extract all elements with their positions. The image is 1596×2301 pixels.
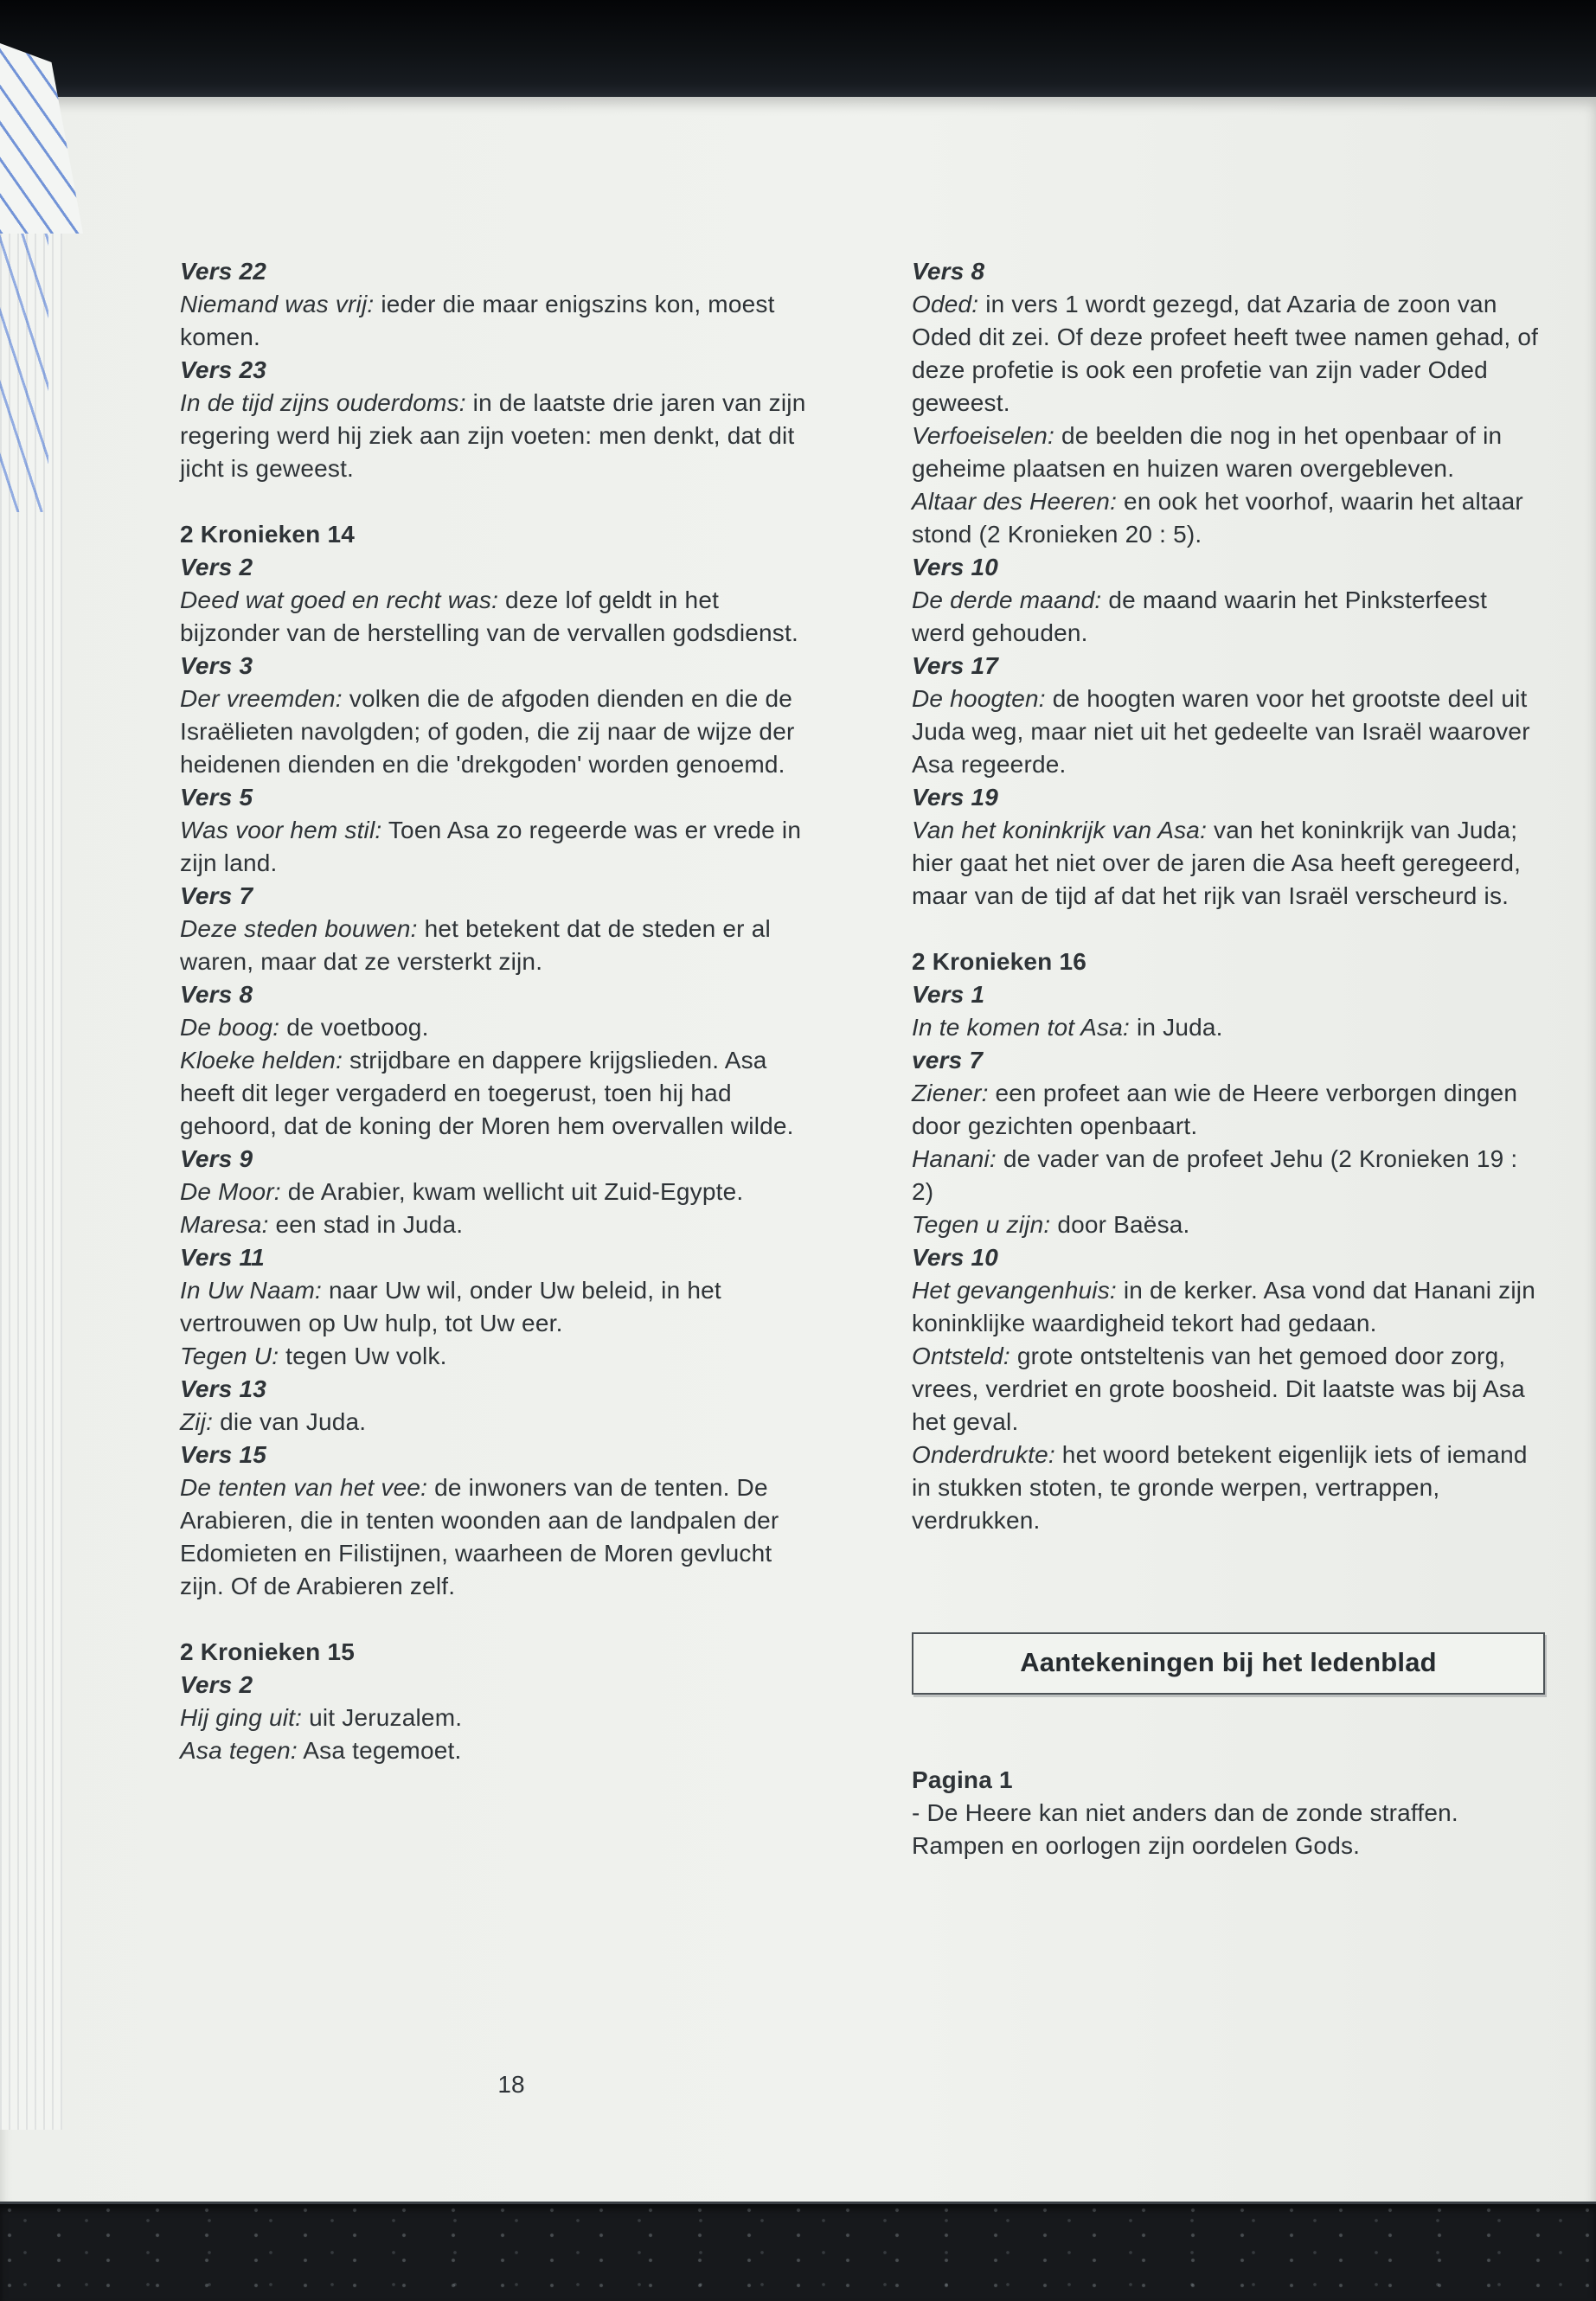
- note-text: deze lof geldt in het bijzonder van de herstelling van de vervallen godsdienst.: [180, 586, 798, 646]
- note-paragraph: [180, 1274, 808, 1340]
- note-lead-phrase: Deze steden bouwen:: [180, 915, 418, 942]
- note-paragraph: [180, 814, 808, 880]
- note-lead-phrase: Niemand was vrij:: [180, 291, 375, 317]
- note-lead-phrase: De tenten van het vee:: [180, 1474, 428, 1501]
- verse-heading: Vers 10: [912, 1244, 999, 1271]
- note-text: in de kerker. Asa vond dat Hanani zijn koninklijke waardigheid tekort had gedaan.: [912, 1277, 1535, 1336]
- note-paragraph: [180, 584, 808, 650]
- note-lead-phrase: Deed wat goed en recht was:: [180, 586, 499, 613]
- verse-heading: Vers 11: [180, 1244, 265, 1271]
- note-lead-phrase: Maresa:: [180, 1211, 269, 1238]
- verse-heading: Vers 10: [912, 554, 999, 580]
- note-paragraph: [912, 584, 1545, 650]
- note-text: tegen Uw volk.: [279, 1343, 447, 1369]
- book-cover-top-edge: [0, 0, 1596, 99]
- note-lead-phrase: Verfoeiselen:: [912, 422, 1054, 449]
- plain-paragraph: - De Heere kan niet anders dan de zonde straffen. Rampen en oorlogen zijn oordelen Gods.: [912, 1799, 1458, 1859]
- note-lead-phrase: Hij ging uit:: [180, 1704, 303, 1731]
- note-text: ieder die maar enigszins kon, moest komen.: [180, 291, 775, 350]
- note-text: een profeet aan wie de Heere verborgen dingen door gezichten openbaart.: [912, 1080, 1518, 1139]
- note-text: Toen Asa zo regeerde was er vrede in zijn land.: [180, 817, 802, 876]
- note-paragraph: [180, 1340, 808, 1373]
- note-paragraph: [912, 1077, 1545, 1143]
- note-paragraph: [180, 1406, 808, 1439]
- verse-heading: Vers 13: [180, 1375, 267, 1402]
- note-lead-phrase: Het gevangenhuis:: [912, 1277, 1117, 1304]
- note-paragraph: [912, 1439, 1545, 1537]
- note-paragraph: [180, 1702, 808, 1734]
- note-text: de voetboog.: [279, 1014, 429, 1041]
- verse-heading: Vers 1: [912, 981, 985, 1008]
- page-left-edge-texture: [0, 227, 62, 2130]
- verse-heading: vers 7: [912, 1047, 984, 1074]
- note-paragraph: [912, 814, 1545, 913]
- note-lead-phrase: De Moor:: [180, 1178, 281, 1205]
- verse-heading: Vers 19: [912, 784, 999, 811]
- note-paragraph: [912, 1340, 1545, 1439]
- note-lead-phrase: Asa tegen:: [180, 1737, 298, 1764]
- verse-heading: Vers 9: [180, 1145, 253, 1172]
- note-text: grote ontsteltenis van het gemoed door zorg, vrees, verdriet en grote boosheid. Dit laatste was bij Asa het geval.: [912, 1343, 1525, 1435]
- note-text: de inwoners van de tenten. De Arabieren, die in tenten woonden aan de landpalen der Edomieten en Filistijnen, waarheen de Moren gevlucht zijn. Of de Arabieren zelf.: [180, 1474, 779, 1599]
- chapter-heading: 2 Kronieken 14: [180, 521, 355, 548]
- verse-heading: Vers 8: [912, 258, 985, 285]
- note-lead-phrase: De derde maand:: [912, 586, 1102, 613]
- note-paragraph: [180, 387, 808, 485]
- note-lead-phrase: In te komen tot Asa:: [912, 1014, 1130, 1041]
- note-text: het betekent dat de steden er al waren, maar dat ze versterkt zijn.: [180, 915, 771, 975]
- note-lead-phrase: De boog:: [180, 1014, 280, 1041]
- note-lead-phrase: Ziener:: [912, 1080, 989, 1106]
- note-paragraph: [912, 1274, 1545, 1340]
- column-right: [912, 255, 1545, 1862]
- note-text: de hoogten waren voor het grootste deel uit Juda weg, maar niet uit het gedeelte van Israël waarover Asa regeerde.: [912, 685, 1530, 778]
- note-text: in de laatste drie jaren van zijn regering werd hij ziek aan zijn voeten: men denkt, dat dit jicht is geweest.: [180, 389, 806, 482]
- verse-heading: Vers 8: [180, 981, 253, 1008]
- note-text: en ook het voorhof, waarin het altaar stond (2 Kronieken 20 : 5).: [912, 488, 1523, 548]
- verse-heading: Vers 22: [180, 258, 267, 285]
- verse-heading: Vers 5: [180, 784, 253, 811]
- note-paragraph: [180, 1208, 808, 1241]
- note-text: de vader van de profeet Jehu (2 Kronieken 19 : 2): [912, 1145, 1518, 1205]
- note-text: uit Jeruzalem.: [302, 1704, 463, 1731]
- verse-heading: Vers 2: [180, 1671, 253, 1698]
- note-paragraph: [180, 683, 808, 781]
- note-paragraph: [180, 913, 808, 978]
- note-lead-phrase: Zij:: [180, 1408, 214, 1435]
- note-text: naar Uw wil, onder Uw beleid, in het vertrouwen op Uw hulp, tot Uw eer.: [180, 1277, 721, 1336]
- note-paragraph: [912, 683, 1545, 781]
- note-paragraph: [180, 1734, 808, 1767]
- page-number: 18: [497, 2071, 525, 2098]
- note-paragraph: [180, 288, 808, 354]
- note-lead-phrase: De hoogten:: [912, 685, 1046, 712]
- note-paragraph: [912, 288, 1545, 420]
- verse-heading: Vers 15: [180, 1441, 267, 1468]
- note-lead-phrase: Ontsteld:: [912, 1343, 1010, 1369]
- note-text: die van Juda.: [213, 1408, 367, 1435]
- note-text: in Juda.: [1129, 1014, 1223, 1041]
- note-text: een stad in Juda.: [268, 1211, 464, 1238]
- verse-heading: Vers 17: [912, 652, 999, 679]
- note-paragraph: [180, 1044, 808, 1143]
- note-text: in vers 1 wordt gezegd, dat Azaria de zoon van Oded dit zei. Of deze profeet heeft twee namen gehad, of deze profetie is ook een profetie van zijn vader Oded geweest.: [912, 291, 1539, 416]
- verse-heading: Vers 2: [180, 554, 253, 580]
- paper-page: [0, 97, 1596, 2206]
- book-cover-bottom-edge: [0, 2202, 1596, 2301]
- note-lead-phrase: Altaar des Heeren:: [912, 488, 1118, 515]
- note-lead-phrase: Van het koninkrijk van Asa:: [912, 817, 1208, 843]
- note-text: de Arabier, kwam wellicht uit Zuid-Egypte.: [280, 1178, 744, 1205]
- note-text: door Baësa.: [1050, 1211, 1190, 1238]
- note-paragraph: [912, 1011, 1545, 1044]
- note-lead-phrase: Hanani:: [912, 1145, 997, 1172]
- note-lead-phrase: Onderdrukte:: [912, 1441, 1055, 1468]
- note-paragraph: [180, 1471, 808, 1603]
- note-text: strijdbare en dappere krijgslieden. Asa heeft dit leger vergaderd en toegerust, toen hij had gehoord, dat de koning der Moren hem overvallen wilde.: [180, 1047, 794, 1139]
- note-lead-phrase: In de tijd zijns ouderdoms:: [180, 389, 466, 416]
- ledenblad-box-heading: Aantekeningen bij het ledenblad: [912, 1632, 1545, 1695]
- note-lead-phrase: Was voor hem stil:: [180, 817, 382, 843]
- pagina-heading: Pagina 1: [912, 1766, 1013, 1793]
- note-lead-phrase: Oded:: [912, 291, 979, 317]
- verse-heading: Vers 23: [180, 356, 267, 383]
- column-left: [180, 255, 808, 1767]
- chapter-heading: 2 Kronieken 16: [912, 948, 1086, 975]
- note-paragraph: [912, 1143, 1545, 1208]
- note-lead-phrase: In Uw Naam:: [180, 1277, 323, 1304]
- note-paragraph: [912, 420, 1545, 485]
- note-text: de beelden die nog in het openbaar of in geheime plaatsen en huizen waren overgebleven.: [912, 422, 1503, 482]
- note-text: van het koninkrijk van Juda; hier gaat het niet over de jaren die Asa heeft geregeerd, maar van de tijd af dat het rijk van Israël verscheurd is.: [912, 817, 1522, 909]
- note-text: Asa tegemoet.: [297, 1737, 462, 1764]
- verse-heading: Vers 7: [180, 882, 253, 909]
- note-paragraph: [180, 1176, 808, 1208]
- note-text: volken die de afgoden dienden en die de Israëlieten navolgden; of goden, die zij naar de wijze der heidenen dienden en die 'drekgoden' worden genoemd.: [180, 685, 795, 778]
- note-text: de maand waarin het Pinksterfeest werd gehouden.: [912, 586, 1488, 646]
- note-lead-phrase: Kloeke helden:: [180, 1047, 343, 1074]
- note-paragraph: [180, 1011, 808, 1044]
- note-lead-phrase: Tegen U:: [180, 1343, 279, 1369]
- note-lead-phrase: Tegen u zijn:: [912, 1211, 1051, 1238]
- note-paragraph: [912, 1208, 1545, 1241]
- note-paragraph: [912, 485, 1545, 551]
- note-lead-phrase: Der vreemden:: [180, 685, 343, 712]
- chapter-heading: 2 Kronieken 15: [180, 1638, 355, 1665]
- verse-heading: Vers 3: [180, 652, 253, 679]
- note-text: het woord betekent eigenlijk iets of iemand in stukken stoten, te gronde werpen, vertrappen, verdrukken.: [912, 1441, 1528, 1534]
